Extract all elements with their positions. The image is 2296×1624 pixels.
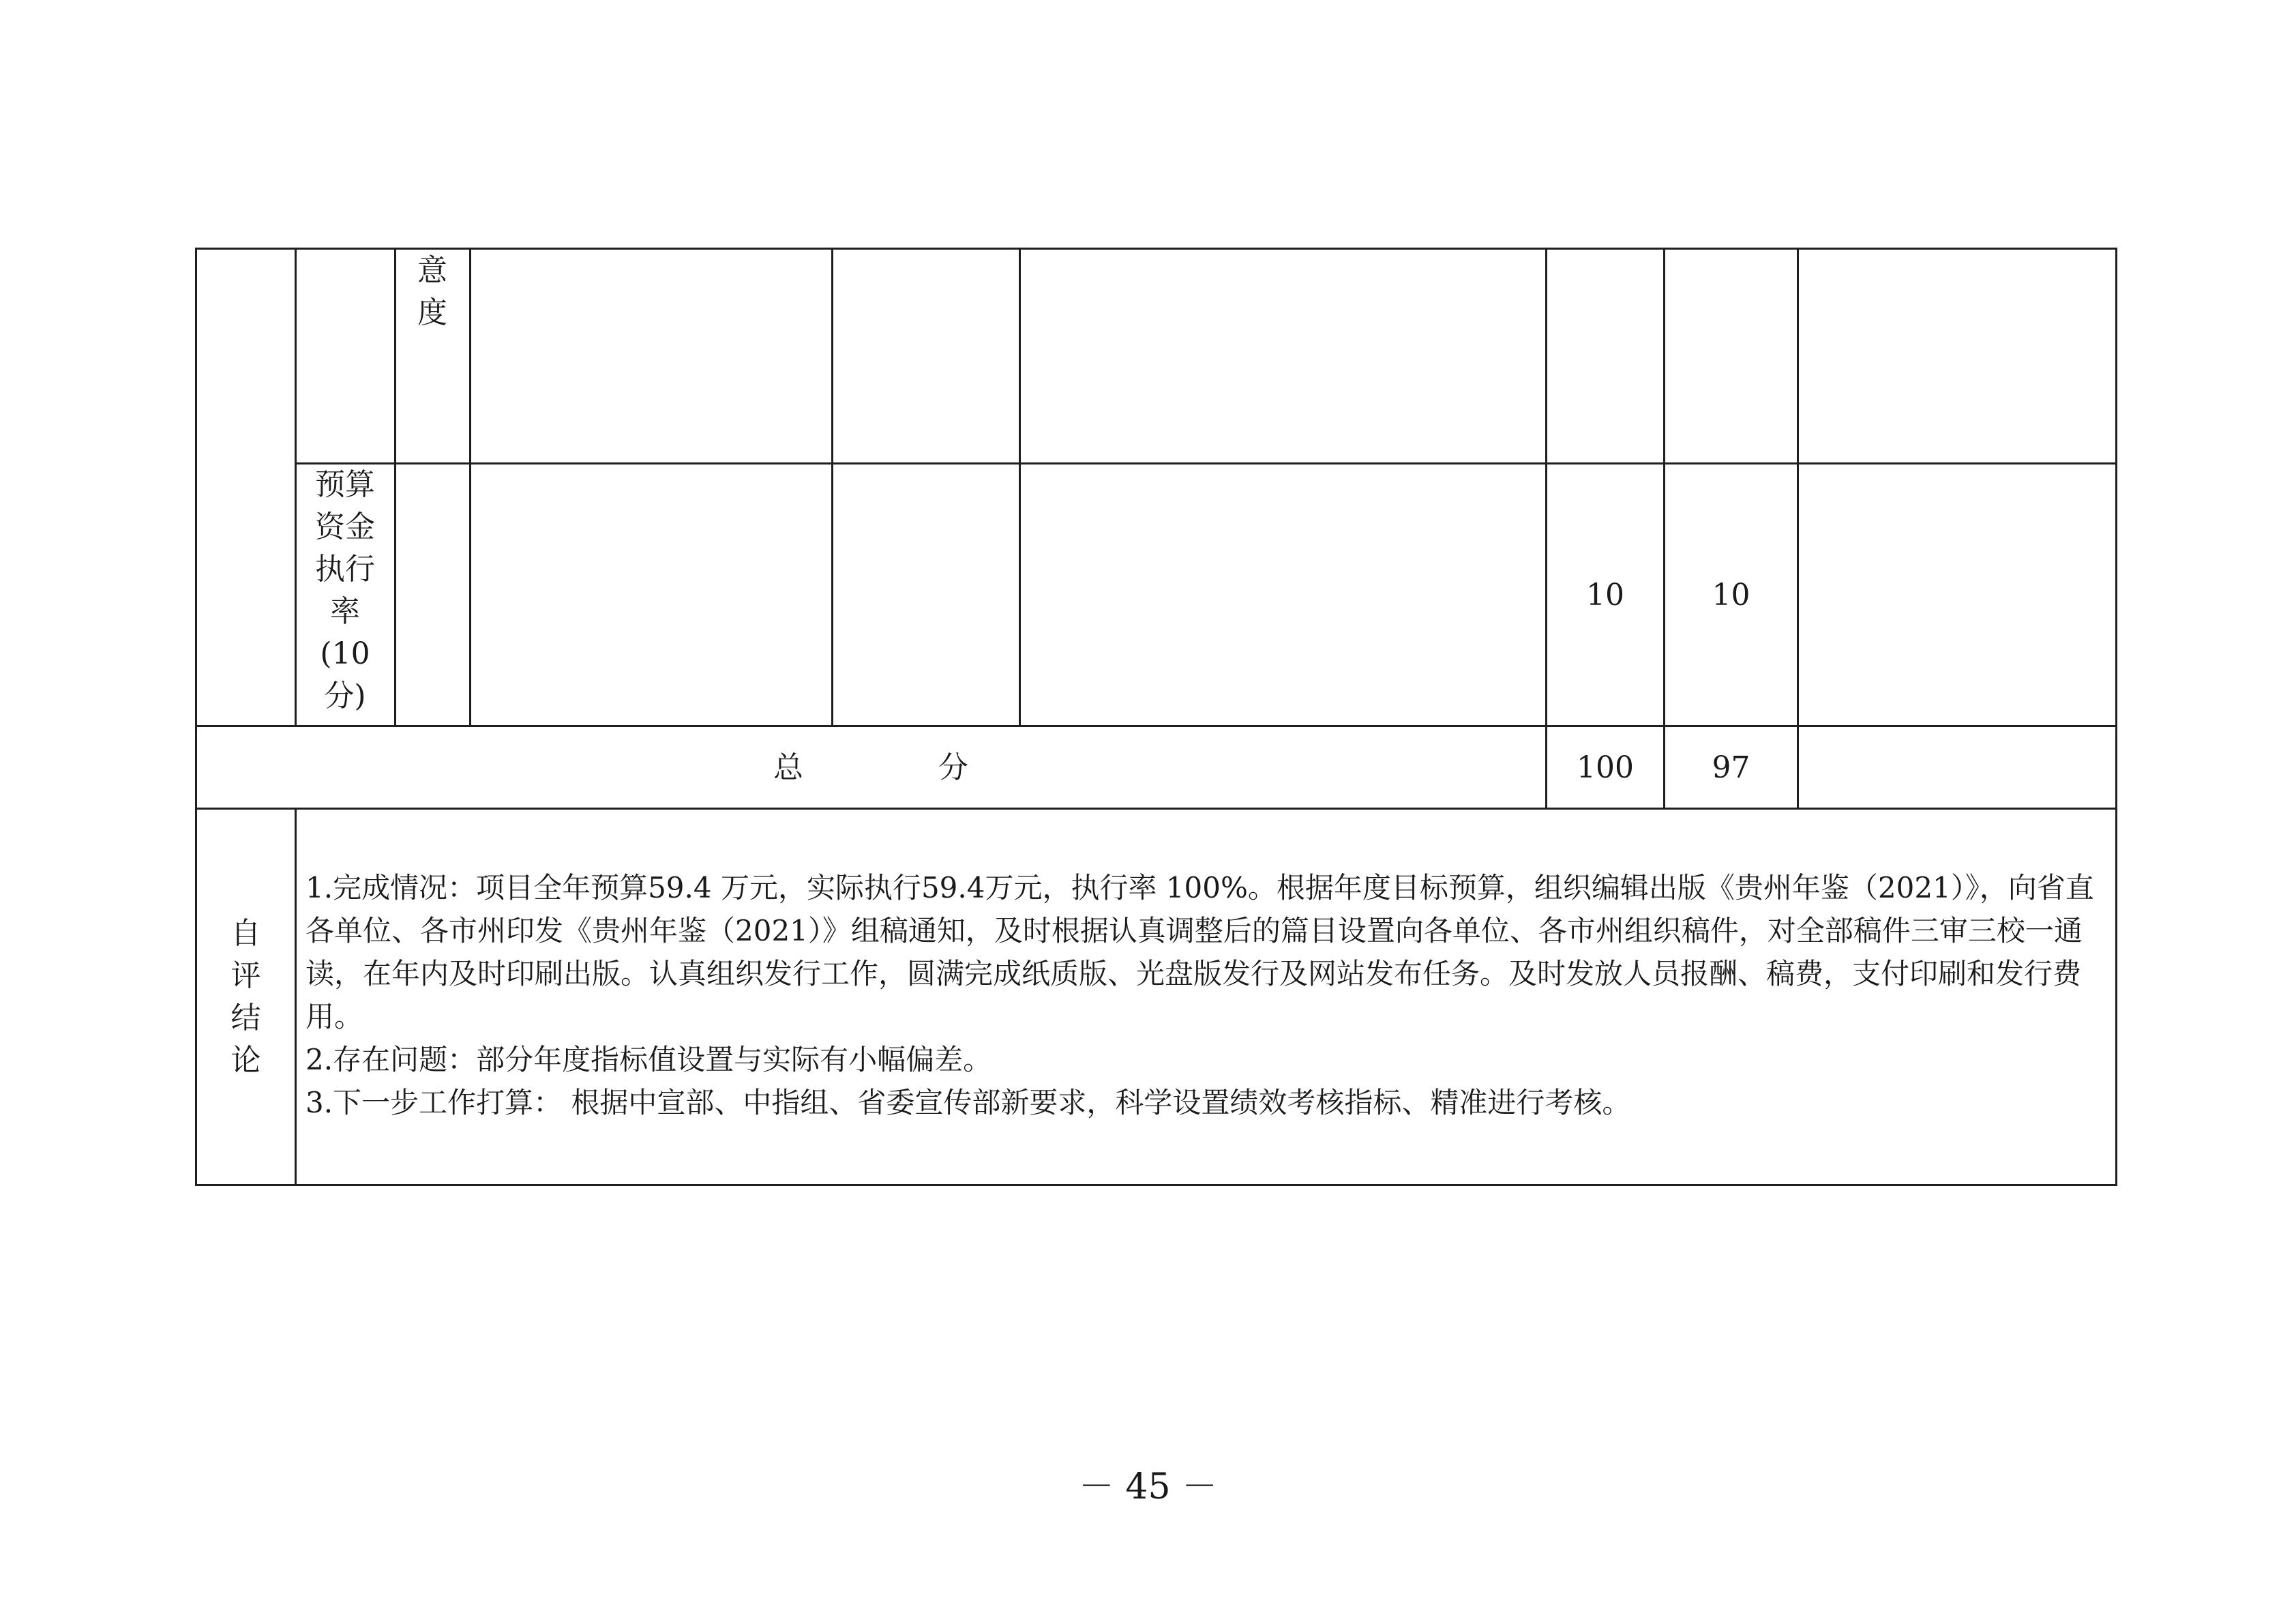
table-border-top <box>195 248 2117 250</box>
budget-label-line-3: 执行 <box>315 552 375 587</box>
col-divider-7 <box>1663 248 1665 810</box>
conclusion-paragraph-next-steps: 3.下一步工作打算： 根据中宣部、中指组、省委宣传部新要求，科学设置绩效考核指标、精准进行考核。 <box>305 1086 1631 1119</box>
row-divider-total <box>195 808 2117 810</box>
col-divider-3 <box>469 248 471 727</box>
table-border-right <box>2115 248 2117 1186</box>
col-divider-conclusion <box>295 808 297 1186</box>
budget-standard-score: 10 <box>1586 578 1624 612</box>
col-divider-8 <box>1797 248 1799 810</box>
conclusion-label <box>197 913 295 1082</box>
total-label-part-1: 总 <box>773 750 803 785</box>
col-divider-2 <box>394 248 396 727</box>
conclusion-paragraph-problems: 2.存在问题：部分年度指标值设置与实际有小幅偏差。 <box>305 1043 992 1076</box>
col-divider-1 <box>295 248 297 727</box>
satisfaction-label-char-1: 意 <box>417 253 447 288</box>
conclusion-paragraph-completion: 1.完成情况：项目全年预算59.4 万元，实际执行59.4万元，执行率 100%。根据年度目标预算，组织编辑出版《贵州年鉴（2021）》，向省直各单位、各市州印发《贵州年鉴（2021）》组稿通知，及时根据认真调整后的篇目设置向各单位、各市州组织稿件，对全部稿件三审三校一通读，在年内及时印刷出版。认真组织发行工作，圆满完成纸质版、光盘版发行及网站发布任务。及时发放人员报酬、稿费，支付印刷和发行费用。 <box>305 871 2094 1033</box>
budget-label-line-6: 分) <box>324 679 366 713</box>
conclusion-text <box>305 866 2099 1124</box>
budget-indicator-label <box>300 464 390 718</box>
budget-label-line-2: 资金 <box>315 510 375 544</box>
conclusion-label-char-3: 结 <box>230 1001 261 1035</box>
budget-self-score: 10 <box>1712 578 1750 612</box>
satisfaction-indicator-label <box>402 250 462 334</box>
conclusion-label-char-4: 论 <box>230 1043 261 1078</box>
col-divider-6 <box>1545 248 1547 810</box>
row-divider-satisfaction <box>295 462 2117 464</box>
budget-label-line-1: 预算 <box>315 467 375 502</box>
total-standard-score: 100 <box>1577 750 1634 785</box>
conclusion-label-char-1: 自 <box>230 916 261 951</box>
col-divider-5 <box>1019 248 1021 727</box>
row-divider-budget <box>195 725 2117 727</box>
budget-label-line-5: (10 <box>320 636 370 671</box>
page-number: － 45 － <box>1078 1466 1218 1507</box>
total-self-score: 97 <box>1712 750 1750 785</box>
total-label-part-2: 分 <box>938 750 968 785</box>
table-border-bottom <box>195 1184 2117 1186</box>
col-divider-4 <box>831 248 833 727</box>
budget-label-line-4: 率 <box>330 594 360 629</box>
satisfaction-label-char-2: 度 <box>417 295 447 330</box>
conclusion-label-char-2: 评 <box>230 958 261 993</box>
